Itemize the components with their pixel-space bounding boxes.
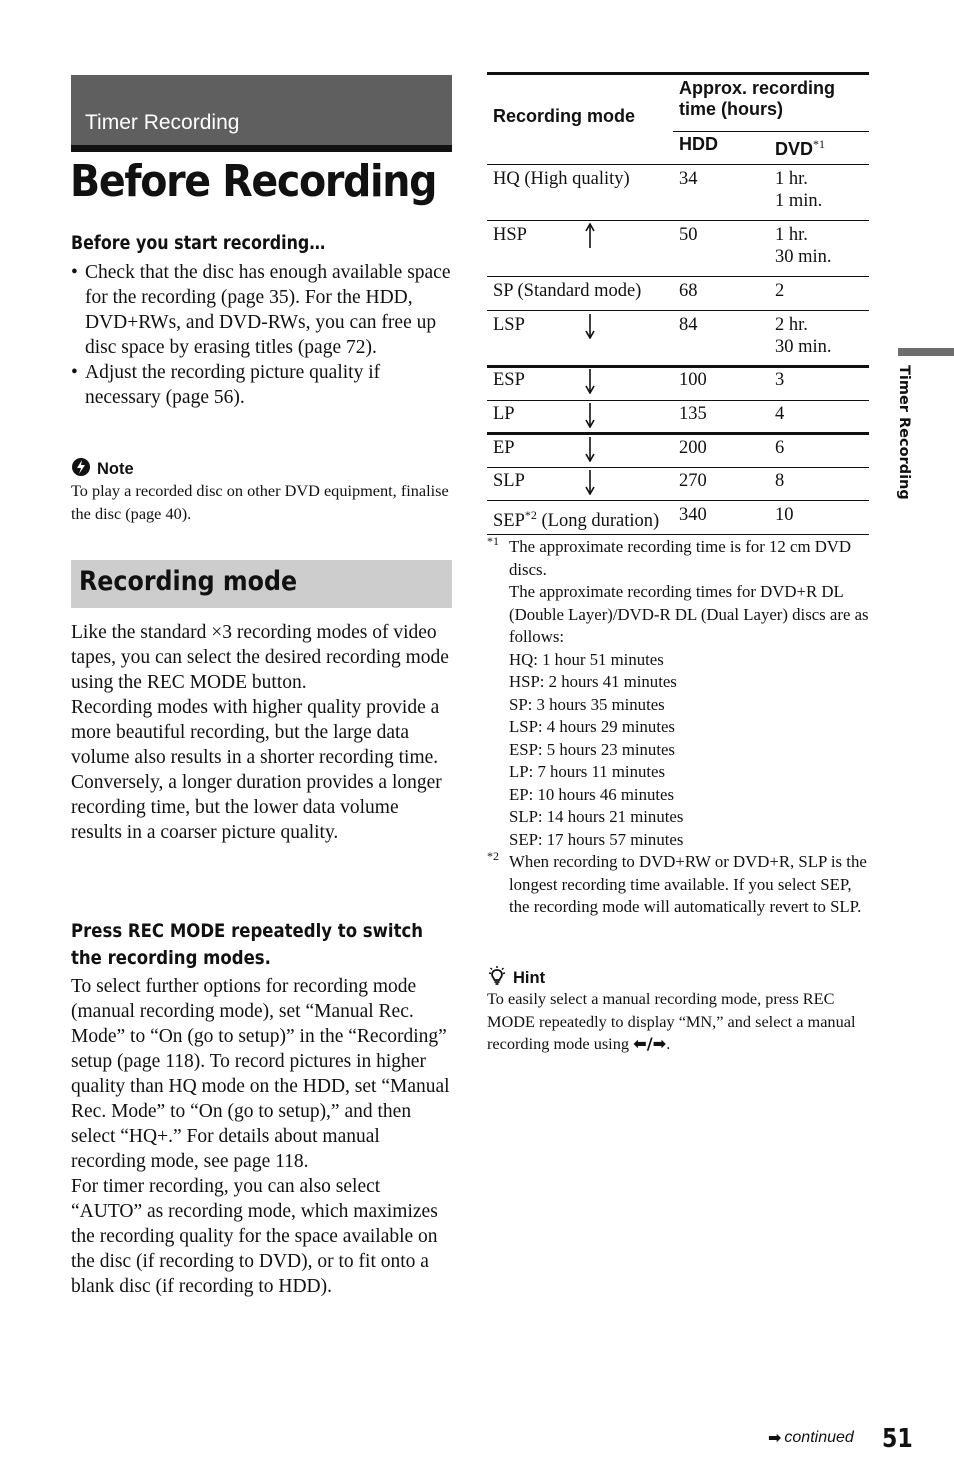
paragraph: To select further options for recording mode (manual recording mode), set “Manual Rec. Mode” to “On (go to setup)” in the “Recording” setup (page 118). To record pictures in higher quality than HQ mode on the HDD, set “Manual Rec. Mode” to “On (go to setup),” and then select “HQ+.” For details about manual recording mode, see page 118. xyxy=(71,976,450,1172)
paragraph: Recording modes with higher quality provide a more beautiful recording, but the large data volume also results in a shorter recording time. xyxy=(71,697,440,768)
note-text: To play a recorded disc on other DVD equipment, finalise the disc (page 40). xyxy=(71,481,449,523)
arrow-down-icon xyxy=(585,313,595,339)
arrow-down-icon xyxy=(585,469,595,495)
arrow-down-icon xyxy=(585,368,595,394)
recording-mode-body xyxy=(71,620,453,845)
press-rec-mode-subheading: Press REC MODE repeatedly to switch the recording modes. xyxy=(71,920,424,969)
recording-mode-heading: Recording mode xyxy=(79,566,298,597)
paragraph: For timer recording, you can also select “AUTO” as recording mode, which maximizes the recording quality for the space available on the disc (if recording to DVD), or to fit onto a blank disc (if recording to HDD). xyxy=(71,1176,438,1297)
section-label: Timer Recording xyxy=(85,111,240,134)
hint-label: Hint xyxy=(513,969,546,987)
side-tab-label: Timer Recording xyxy=(896,365,912,500)
note-icon xyxy=(71,457,91,482)
hint-text: To easily select a manual recording mode, press REC MODE repeatedly to display “MN,” and select a manual recording mode using ⬅/➡. xyxy=(487,989,856,1053)
arrow-right-icon: ➡ xyxy=(768,1428,782,1447)
arrow-down-icon xyxy=(585,436,595,462)
before-start-heading: Before you start recording… xyxy=(71,233,326,254)
before-start-list xyxy=(71,260,456,410)
side-tab-bar xyxy=(898,348,954,356)
list-item: • Check that the disc has enough available space for the recording (page 35). For the HDD, DVD+RWs, and DVD-RWs, you can free up disc space by erasing titles (page 72). xyxy=(71,260,456,360)
list-item: • Adjust the recording picture quality if necessary (page 56). xyxy=(71,360,456,410)
note-label: Note xyxy=(97,460,134,478)
continued-indicator xyxy=(768,1428,854,1447)
table-header-time: Approx. recording time (hours) xyxy=(679,78,836,119)
page-title: Before Recording xyxy=(70,156,437,207)
section-rule xyxy=(71,145,452,152)
note-heading xyxy=(71,457,134,482)
footnote-2: *2 When recording to DVD+RW or DVD+R, SLP is the longest recording time available. If you select SEP, the recording mode will automatically revert to SLP. xyxy=(487,849,867,916)
footnote-1: *1 The approximate recording time is for 12 cm DVD discs. The approximate recording times for DVD+R DL (Double Layer)/DVD-R DL (Dual Layer) discs are as follows: HQ: 1 hour 51 minutes HSP: 2 hours 41 minutes SP: 3 hours 35 minutes LSP: 4 hours 29 minutes ESP: 5 hours 23 minutes LP: 7 hours 11 minutes EP: 10 hours 46 minutes SLP: 14 hours 21 minutes SEP: 17 hours 57 minutes xyxy=(487,534,869,849)
arrow-down-icon xyxy=(585,402,595,428)
paragraph: Like the standard ×3 recording modes of video tapes, you can select the desired recording mode using the REC MODE button. xyxy=(71,622,449,693)
table-header-mode: Recording mode xyxy=(493,106,636,126)
manual-mode-body xyxy=(71,974,456,1299)
continued-label: continued xyxy=(784,1428,854,1446)
page-number: 51 xyxy=(882,1424,913,1454)
table-header-dvd: DVD$^{*1}$ xyxy=(775,137,826,159)
table-footnotes xyxy=(487,536,872,919)
sep-mode-cell: SEP$^{*2}$ (Long duration) xyxy=(493,508,660,532)
table-header-hdd: HDD xyxy=(679,134,718,154)
side-tab xyxy=(890,365,930,515)
paragraph: Conversely, a longer duration provides a longer recording time, but the lower data volume results in a coarser picture quality. xyxy=(71,772,442,843)
left-right-arrows-icon: ⬅/➡ xyxy=(633,1034,667,1053)
arrow-up-icon xyxy=(585,223,595,249)
